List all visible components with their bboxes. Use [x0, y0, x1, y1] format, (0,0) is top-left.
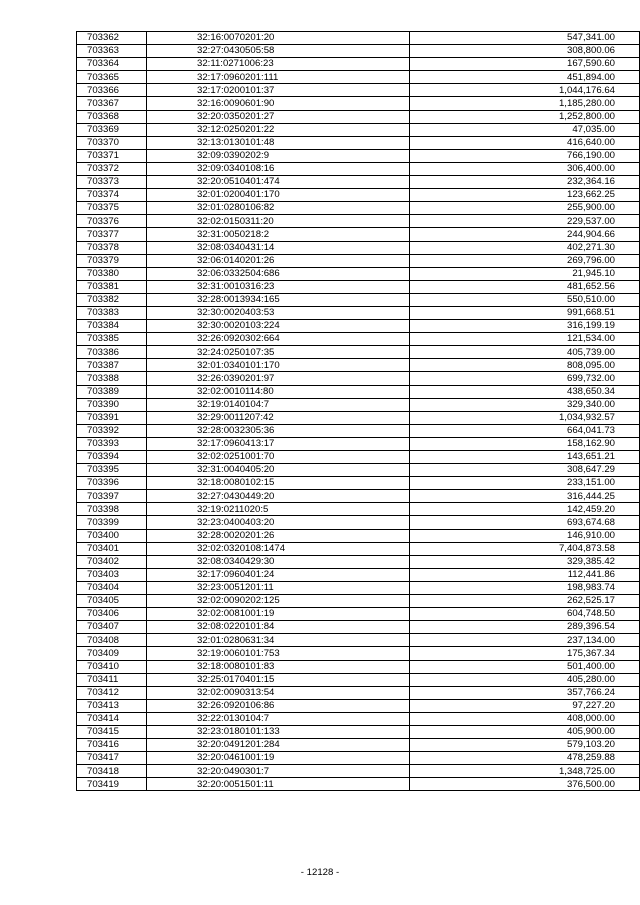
amount-cell: 1,044,176.64 — [410, 84, 640, 97]
cadastral-number-cell: 32:11:0271006:23 — [147, 58, 410, 71]
amount-cell: 501,400.00 — [410, 660, 640, 673]
table-row — [77, 765, 640, 778]
table-row — [77, 516, 640, 529]
amount-cell: 233,151.00 — [410, 477, 640, 490]
amount-cell: 1,348,725.00 — [410, 765, 640, 778]
amount-cell: 579,103.20 — [410, 739, 640, 752]
record-id-cell: 703379 — [77, 254, 147, 267]
amount-cell: 308,647.29 — [410, 464, 640, 477]
cadastral-number-cell: 32:20:0461001:19 — [147, 752, 410, 765]
table-row — [77, 136, 640, 149]
table-row — [77, 306, 640, 319]
record-id-cell: 703381 — [77, 280, 147, 293]
cadastral-number-cell: 32:17:0960413:17 — [147, 437, 410, 450]
cadastral-number-cell: 32:01:0200401:170 — [147, 189, 410, 202]
table-row — [77, 595, 640, 608]
cadastral-number-cell: 32:02:0090202:125 — [147, 595, 410, 608]
table-row — [77, 542, 640, 555]
table-row — [77, 359, 640, 372]
table-row — [77, 568, 640, 581]
record-id-cell: 703413 — [77, 699, 147, 712]
cadastral-number-cell: 32:17:0960201:111 — [147, 71, 410, 84]
table-row — [77, 477, 640, 490]
amount-cell: 478,259.88 — [410, 752, 640, 765]
cadastral-number-cell: 32:16:0070201:20 — [147, 32, 410, 45]
table-row — [77, 97, 640, 110]
cadastral-number-cell: 32:18:0080102:15 — [147, 477, 410, 490]
table-row — [77, 581, 640, 594]
record-id-cell: 703384 — [77, 320, 147, 333]
record-id-cell: 703419 — [77, 778, 147, 791]
cadastral-number-cell: 32:24:0250107:35 — [147, 346, 410, 359]
record-id-cell: 703365 — [77, 71, 147, 84]
cadastral-number-cell: 32:13:0130101:48 — [147, 136, 410, 149]
cadastral-number-cell: 32:26:0920302:664 — [147, 333, 410, 346]
amount-cell: 21,945.10 — [410, 267, 640, 280]
record-id-cell: 703403 — [77, 568, 147, 581]
table-row — [77, 202, 640, 215]
table-row — [77, 58, 640, 71]
record-id-cell: 703376 — [77, 215, 147, 228]
record-id-cell: 703386 — [77, 346, 147, 359]
amount-cell: 547,341.00 — [410, 32, 640, 45]
record-id-cell: 703415 — [77, 725, 147, 738]
cadastral-number-cell: 32:30:0020403:53 — [147, 306, 410, 319]
table-row — [77, 608, 640, 621]
record-id-cell: 703405 — [77, 595, 147, 608]
record-id-cell: 703396 — [77, 477, 147, 490]
amount-cell: 329,385.42 — [410, 555, 640, 568]
record-id-cell: 703378 — [77, 241, 147, 254]
table-row — [77, 84, 640, 97]
cadastral-number-cell: 32:16:0090601:90 — [147, 97, 410, 110]
amount-cell: 237,134.00 — [410, 634, 640, 647]
amount-cell: 308,800.06 — [410, 45, 640, 58]
record-id-cell: 703362 — [77, 32, 147, 45]
amount-cell: 405,900.00 — [410, 725, 640, 738]
amount-cell: 262,525.17 — [410, 595, 640, 608]
cadastral-number-cell: 32:02:0090313:54 — [147, 686, 410, 699]
table-row — [77, 385, 640, 398]
record-id-cell: 703374 — [77, 189, 147, 202]
record-id-cell: 703417 — [77, 752, 147, 765]
amount-cell: 7,404,873.58 — [410, 542, 640, 555]
cadastral-number-cell: 32:23:0051201:11 — [147, 581, 410, 594]
record-id-cell: 703395 — [77, 464, 147, 477]
table-row — [77, 686, 640, 699]
table-row — [77, 555, 640, 568]
record-id-cell: 703392 — [77, 424, 147, 437]
amount-cell: 123,662.25 — [410, 189, 640, 202]
table-row — [77, 647, 640, 660]
amount-cell: 1,034,932.57 — [410, 411, 640, 424]
amount-cell: 416,640.00 — [410, 136, 640, 149]
table-row — [77, 280, 640, 293]
record-id-cell: 703408 — [77, 634, 147, 647]
table-row — [77, 490, 640, 503]
record-id-cell: 703385 — [77, 333, 147, 346]
cadastral-number-cell: 32:27:0430505:58 — [147, 45, 410, 58]
record-id-cell: 703416 — [77, 739, 147, 752]
amount-cell: 175,367.34 — [410, 647, 640, 660]
amount-cell: 121,534.00 — [410, 333, 640, 346]
page-number: - 12128 - — [300, 867, 340, 878]
record-id-cell: 703368 — [77, 110, 147, 123]
record-id-cell: 703377 — [77, 228, 147, 241]
cadastral-number-cell: 32:02:0150311:20 — [147, 215, 410, 228]
cadastral-number-cell: 32:31:0040405:20 — [147, 464, 410, 477]
record-id-cell: 703389 — [77, 385, 147, 398]
amount-cell: 229,537.00 — [410, 215, 640, 228]
cadastral-number-cell: 32:28:0013934:165 — [147, 293, 410, 306]
amount-cell: 693,674.68 — [410, 516, 640, 529]
cadastral-number-cell: 32:08:0340431:14 — [147, 241, 410, 254]
amount-cell: 167,590.60 — [410, 58, 640, 71]
table-row — [77, 293, 640, 306]
cadastral-number-cell: 32:01:0340101:170 — [147, 359, 410, 372]
cadastral-number-cell: 32:18:0080101:83 — [147, 660, 410, 673]
amount-cell: 112,441.86 — [410, 568, 640, 581]
cadastral-number-cell: 32:23:0180101:133 — [147, 725, 410, 738]
amount-cell: 329,340.00 — [410, 398, 640, 411]
cadastral-number-cell: 32:20:0510401:474 — [147, 176, 410, 189]
record-id-cell: 703406 — [77, 608, 147, 621]
cadastral-number-cell: 32:22:0130104:7 — [147, 712, 410, 725]
table-row — [77, 320, 640, 333]
amount-cell: 269,796.00 — [410, 254, 640, 267]
amount-cell: 143,651.21 — [410, 451, 640, 464]
record-id-cell: 703373 — [77, 176, 147, 189]
amount-cell: 408,000.00 — [410, 712, 640, 725]
cadastral-number-cell: 32:02:0010114:80 — [147, 385, 410, 398]
amount-cell: 766,190.00 — [410, 149, 640, 162]
table-row — [77, 45, 640, 58]
cadastral-number-cell: 32:19:0140104:7 — [147, 398, 410, 411]
amount-cell: 198,983.74 — [410, 581, 640, 594]
table-row — [77, 149, 640, 162]
amount-cell: 405,739.00 — [410, 346, 640, 359]
record-id-cell: 703387 — [77, 359, 147, 372]
record-id-cell: 703418 — [77, 765, 147, 778]
table-row — [77, 411, 640, 424]
record-id-cell: 703370 — [77, 136, 147, 149]
cadastral-number-cell: 32:20:0350201:27 — [147, 110, 410, 123]
cadastral-number-cell: 32:02:0251001:70 — [147, 451, 410, 464]
amount-cell: 316,199.19 — [410, 320, 640, 333]
amount-cell: 357,766.24 — [410, 686, 640, 699]
table-row — [77, 398, 640, 411]
table-row — [77, 176, 640, 189]
cadastral-number-cell: 32:01:0280631:34 — [147, 634, 410, 647]
amount-cell: 244,904.66 — [410, 228, 640, 241]
record-id-cell: 703394 — [77, 451, 147, 464]
amount-cell: 438,650.34 — [410, 385, 640, 398]
amount-cell: 1,185,280.00 — [410, 97, 640, 110]
cadastral-number-cell: 32:17:0200101:37 — [147, 84, 410, 97]
amount-cell: 232,364.16 — [410, 176, 640, 189]
record-id-cell: 703412 — [77, 686, 147, 699]
amount-cell: 402,271.30 — [410, 241, 640, 254]
cadastral-number-cell: 32:08:0220101:84 — [147, 621, 410, 634]
amount-cell: 376,500.00 — [410, 778, 640, 791]
table-row — [77, 699, 640, 712]
table-row — [77, 267, 640, 280]
table-row — [77, 189, 640, 202]
cadastral-number-cell: 32:02:0081001:19 — [147, 608, 410, 621]
table-row — [77, 739, 640, 752]
amount-cell: 146,910.00 — [410, 529, 640, 542]
table-row — [77, 215, 640, 228]
table-row — [77, 162, 640, 175]
record-id-cell: 703371 — [77, 149, 147, 162]
amount-cell: 1,252,800.00 — [410, 110, 640, 123]
record-id-cell: 703399 — [77, 516, 147, 529]
cadastral-number-cell: 32:06:0140201:26 — [147, 254, 410, 267]
table-row — [77, 503, 640, 516]
table-row — [77, 437, 640, 450]
cadastral-number-cell: 32:28:0032305:36 — [147, 424, 410, 437]
table-row — [77, 424, 640, 437]
cadastral-number-cell: 32:19:0211020:5 — [147, 503, 410, 516]
cadastral-number-cell: 32:02:0320108:1474 — [147, 542, 410, 555]
table-row — [77, 752, 640, 765]
cadastral-number-cell: 32:26:0920106:86 — [147, 699, 410, 712]
table-row — [77, 346, 640, 359]
table-row — [77, 71, 640, 84]
cadastral-number-cell: 32:08:0340429:30 — [147, 555, 410, 568]
record-id-cell: 703390 — [77, 398, 147, 411]
table-body — [77, 32, 640, 791]
amount-cell: 451,894.00 — [410, 71, 640, 84]
data-table — [76, 31, 640, 791]
cadastral-number-cell: 32:20:0491201:284 — [147, 739, 410, 752]
cadastral-number-cell: 32:30:0020103:224 — [147, 320, 410, 333]
table-row — [77, 123, 640, 136]
cadastral-number-cell: 32:01:0280106:82 — [147, 202, 410, 215]
table-row — [77, 673, 640, 686]
table-row — [77, 254, 640, 267]
amount-cell: 991,668.51 — [410, 306, 640, 319]
table-row — [77, 228, 640, 241]
record-id-cell: 703397 — [77, 490, 147, 503]
record-id-cell: 703372 — [77, 162, 147, 175]
cadastral-number-cell: 32:23:0400403:20 — [147, 516, 410, 529]
amount-cell: 255,900.00 — [410, 202, 640, 215]
amount-cell: 808,095.00 — [410, 359, 640, 372]
amount-cell: 316,444.25 — [410, 490, 640, 503]
table-row — [77, 634, 640, 647]
cadastral-number-cell: 32:31:0010316:23 — [147, 280, 410, 293]
table-row — [77, 110, 640, 123]
record-id-cell: 703366 — [77, 84, 147, 97]
amount-cell: 699,732.00 — [410, 372, 640, 385]
record-id-cell: 703391 — [77, 411, 147, 424]
cadastral-number-cell: 32:27:0430449:20 — [147, 490, 410, 503]
table-row — [77, 712, 640, 725]
record-id-cell: 703404 — [77, 581, 147, 594]
record-id-cell: 703410 — [77, 660, 147, 673]
record-id-cell: 703364 — [77, 58, 147, 71]
table-row — [77, 451, 640, 464]
cadastral-number-cell: 32:20:0490301:7 — [147, 765, 410, 778]
cadastral-number-cell: 32:19:0060101:753 — [147, 647, 410, 660]
table-row — [77, 32, 640, 45]
amount-cell: 664,041.73 — [410, 424, 640, 437]
table-row — [77, 241, 640, 254]
cadastral-number-cell: 32:06:0332504:686 — [147, 267, 410, 280]
record-id-cell: 703380 — [77, 267, 147, 280]
cadastral-number-cell: 32:12:0250201:22 — [147, 123, 410, 136]
table-row — [77, 725, 640, 738]
record-id-cell: 703400 — [77, 529, 147, 542]
amount-cell: 142,459.20 — [410, 503, 640, 516]
amount-cell: 550,510.00 — [410, 293, 640, 306]
amount-cell: 47,035.00 — [410, 123, 640, 136]
record-id-cell: 703409 — [77, 647, 147, 660]
table-row — [77, 464, 640, 477]
record-id-cell: 703414 — [77, 712, 147, 725]
record-id-cell: 703411 — [77, 673, 147, 686]
record-id-cell: 703402 — [77, 555, 147, 568]
amount-cell: 405,280.00 — [410, 673, 640, 686]
table-row — [77, 778, 640, 791]
record-id-cell: 703363 — [77, 45, 147, 58]
amount-cell: 604,748.50 — [410, 608, 640, 621]
cadastral-number-cell: 32:28:0020201:26 — [147, 529, 410, 542]
amount-cell: 289,396.54 — [410, 621, 640, 634]
amount-cell: 306,400.00 — [410, 162, 640, 175]
cadastral-number-cell: 32:31:0050218:2 — [147, 228, 410, 241]
amount-cell: 481,652.56 — [410, 280, 640, 293]
cadastral-number-cell: 32:09:0340108:16 — [147, 162, 410, 175]
cadastral-number-cell: 32:29:0011207:42 — [147, 411, 410, 424]
amount-cell: 97,227.20 — [410, 699, 640, 712]
table-row — [77, 372, 640, 385]
table-row — [77, 529, 640, 542]
record-id-cell: 703369 — [77, 123, 147, 136]
cadastral-number-cell: 32:26:0390201:97 — [147, 372, 410, 385]
cadastral-number-cell: 32:25:0170401:15 — [147, 673, 410, 686]
cadastral-number-cell: 32:17:0960401:24 — [147, 568, 410, 581]
cadastral-number-cell: 32:20:0051501:11 — [147, 778, 410, 791]
table-row — [77, 621, 640, 634]
record-id-cell: 703367 — [77, 97, 147, 110]
record-id-cell: 703383 — [77, 306, 147, 319]
record-id-cell: 703401 — [77, 542, 147, 555]
table-row — [77, 660, 640, 673]
record-id-cell: 703398 — [77, 503, 147, 516]
amount-cell: 158,162.90 — [410, 437, 640, 450]
record-id-cell: 703382 — [77, 293, 147, 306]
record-id-cell: 703375 — [77, 202, 147, 215]
table-row — [77, 333, 640, 346]
record-id-cell: 703388 — [77, 372, 147, 385]
record-id-cell: 703407 — [77, 621, 147, 634]
record-id-cell: 703393 — [77, 437, 147, 450]
cadastral-number-cell: 32:09:0390202:9 — [147, 149, 410, 162]
